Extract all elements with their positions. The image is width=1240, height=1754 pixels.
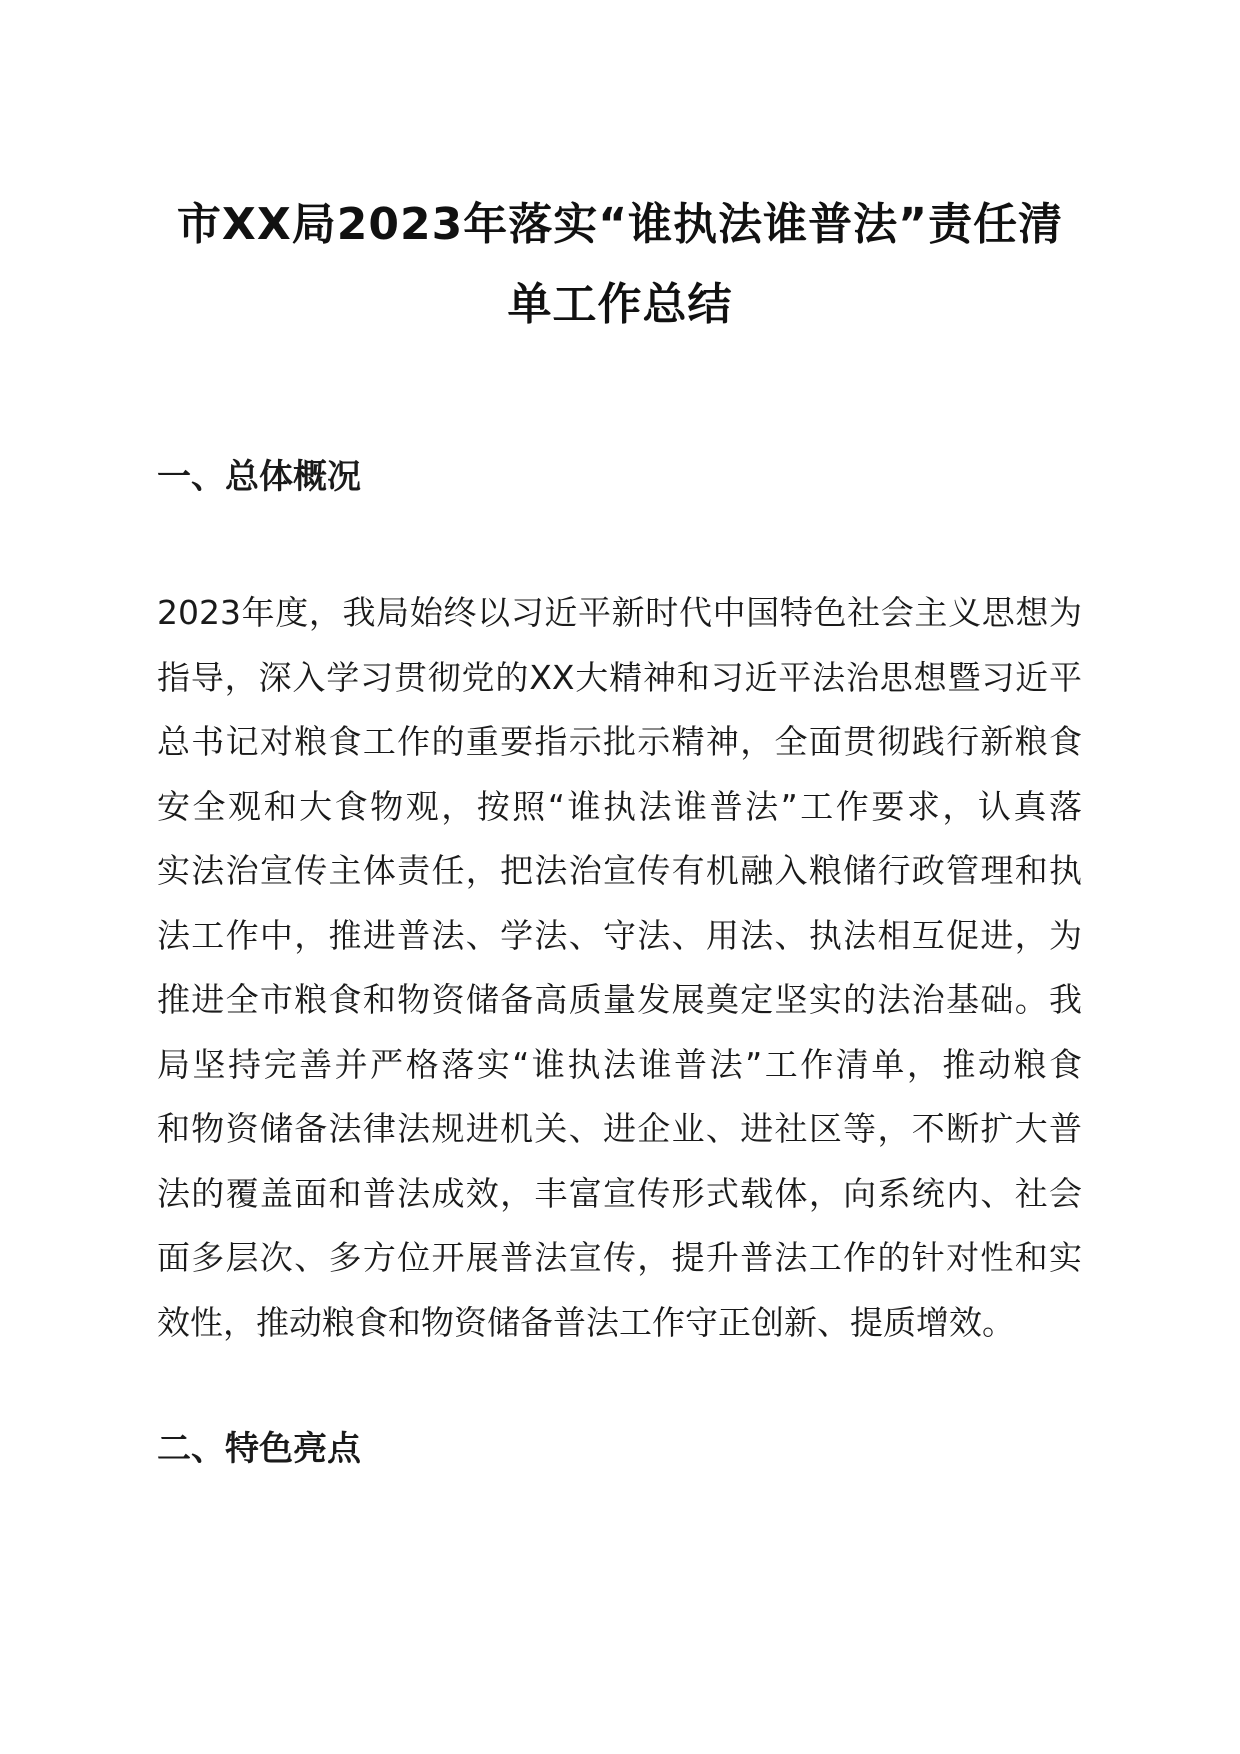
paragraph-line: 实法治宣传主体责任，把法治宣传有机融入粮储行政管理和执 xyxy=(157,851,1082,890)
paragraph-line: 效性，推动粮食和物资储备普法工作守正创新、提质增效。 xyxy=(157,1302,1015,1342)
document-title xyxy=(140,185,1100,345)
paragraph-line: 安全观和大食物观，按照“谁执法谁普法”工作要求，认真落 xyxy=(157,786,1082,826)
paragraph-line: 总书记对粮食工作的重要指示批示精神，全面贯彻践行新粮食 xyxy=(157,722,1082,761)
overview-paragraph xyxy=(157,581,1082,1355)
paragraph-line: 推进全市粮食和物资储备高质量发展奠定坚实的法治基础。我 xyxy=(157,980,1082,1019)
paragraph-line: 2023年度，我局始终以习近平新时代中国特色社会主义思想为 xyxy=(157,593,1082,632)
title-line: 市XX局2023年落实“谁执法谁普法”责任清 xyxy=(176,199,1064,250)
paragraph-line: 指导，深入学习贯彻党的XX大精神和习近平法治思想暨习近平 xyxy=(157,657,1082,697)
title-line: 单工作总结 xyxy=(507,279,733,330)
section-heading-overview: 一、总体概况 xyxy=(157,457,361,497)
section-heading-highlights: 二、特色亮点 xyxy=(157,1429,361,1469)
paragraph-line: 局坚持完善并严格落实“谁执法谁普法”工作清单，推动粮食 xyxy=(157,1044,1082,1084)
paragraph-line: 和物资储备法律法规进机关、进企业、进社区等，不断扩大普 xyxy=(157,1109,1082,1148)
paragraph-line: 法工作中，推进普法、学法、守法、用法、执法相互促进，为 xyxy=(157,915,1082,955)
paragraph-line: 面多层次、多方位开展普法宣传，提升普法工作的针对性和实 xyxy=(157,1238,1082,1277)
paragraph-line: 法的覆盖面和普法成效，丰富宣传形式载体，向系统内、社会 xyxy=(157,1173,1082,1213)
